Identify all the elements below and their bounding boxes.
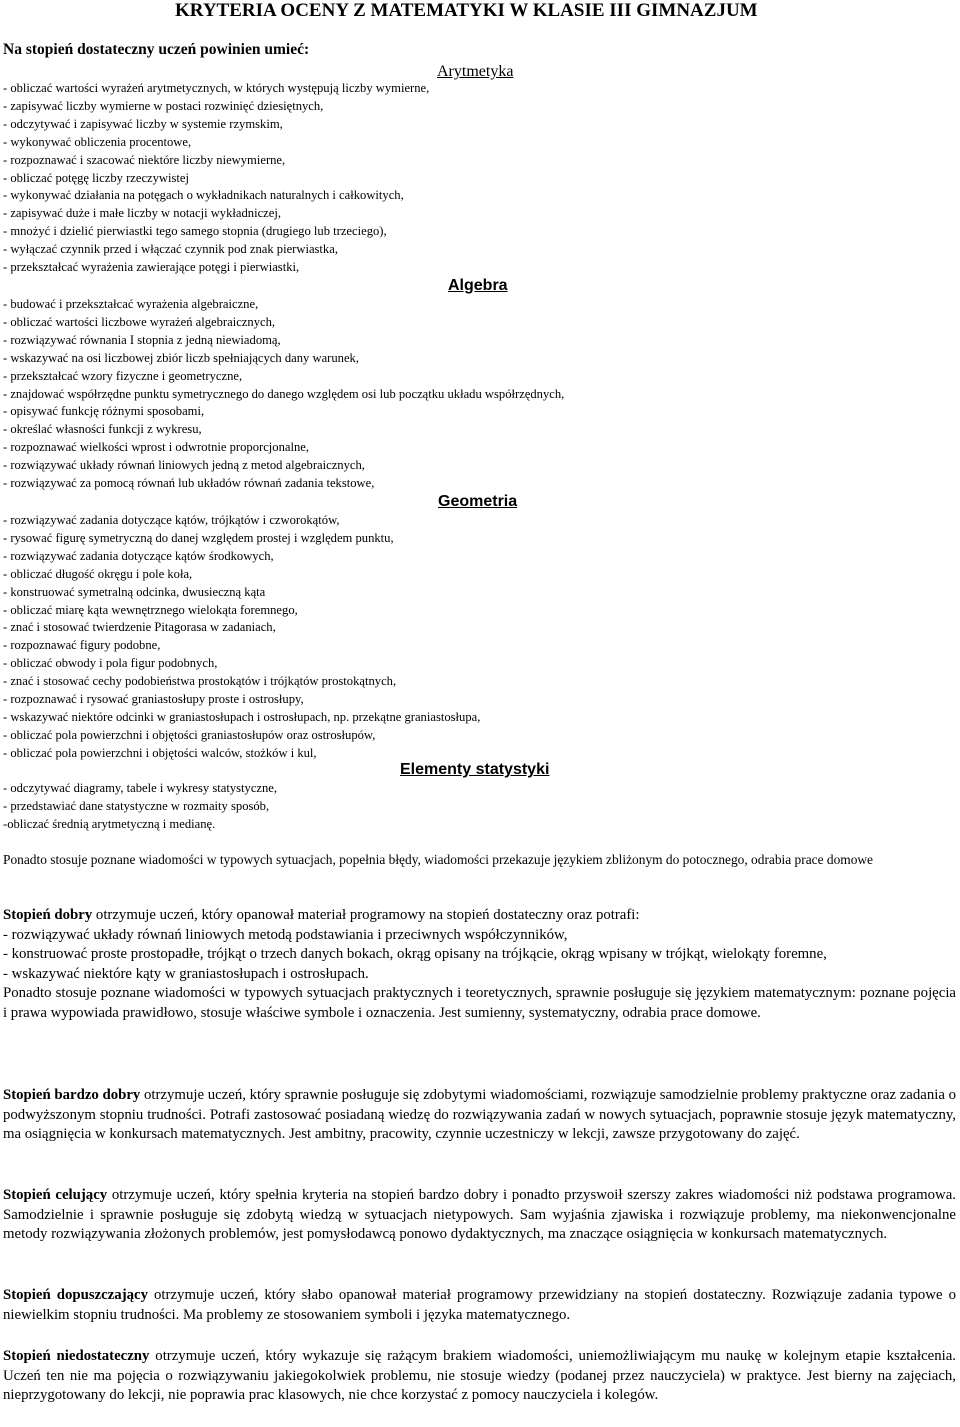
list-item: - rozpoznawać i szacować niektóre liczby niewymierne,: [3, 152, 286, 167]
list-item: - rozwiązywać równania I stopnia z jedną niewiadomą,: [3, 332, 281, 347]
list-item: - obliczać miarę kąta wewnętrznego wielokąta foremnego,: [3, 602, 298, 617]
document-title: KRYTERIA OCENY Z MATEMATYKI W KLASIE III GIMNAZJUM: [175, 0, 758, 21]
section-heading-statystyka: Elementy statystyki: [400, 761, 550, 778]
grade-block-dobry: [3, 906, 956, 1023]
list-item: - rysować figurę symetryczną do danej względem prostej i względem punktu,: [3, 530, 394, 545]
intro-heading: Na stopień dostateczny uczeń powinien umieć:: [3, 41, 310, 58]
grade-dobry-item: - wskazywać niektóre kąty w graniastosłupach i ostrosłupach.: [3, 965, 369, 982]
list-item: -obliczać średnią arytmetyczną i medianę.: [3, 816, 216, 831]
grade-dobry-lead: otrzymuje uczeń, który opanował materiał programowy na stopień dostateczny oraz potrafi:: [92, 907, 640, 923]
section-heading-geometria: Geometria: [438, 493, 518, 510]
grade-text-celujacy: otrzymuje uczeń, który spełnia kryteria na stopień bardzo dobry i ponadto przyswoił szerszy zakres wiadomości niż podstawa programowa. Samodzielnie i sprawnie posługuje się zdobytą wiedzą w sytuacjach nietypowych. Sam wyjaśnia zjawiska i rozwiązuje problemy, ma niekonwencjonalne metody rozwiązywania złożonych problemów, jest pomysłodawcą ponowo dydaktycznych, ma znaczące osiągnięcia w konkursach matematycznych.: [3, 1187, 956, 1242]
grade-label-celujacy: Stopień celujący: [3, 1187, 108, 1203]
grade-text-bardzo-dobry: otrzymuje uczeń, który sprawnie posługuje się zdobytymi wiadomościami, rozwiązuje samodzielnie problemy praktyczne oraz zadania o podwyższonym stopniu trudności. Potrafi zastosować posiadaną wiedzę do rozwiązywania zadań w nowych sytuacjach, poprawnie stosuje język matematyczny, ma osiągnięcia w konkursach matematycznych. Jest ambitny, pracowity, czynnie uczestniczy w lekcji, zawsze przygotowany do zajęć.: [3, 1087, 957, 1142]
list-item: - wskazywać niektóre odcinki w graniastosłupach i ostrosłupach, np. przekątne graniastosłupa,: [3, 709, 481, 724]
list-item: - rozpoznawać figury podobne,: [3, 638, 161, 653]
grade-label-dobry: Stopień dobry: [3, 907, 93, 923]
list-item: - opisywać funkcję różnymi sposobami,: [3, 404, 205, 419]
list-item: - wykonywać działania na potęgach o wykładnikach naturalnych i całkowitych,: [3, 188, 404, 203]
grade-label-bardzo-dobry: Stopień bardzo dobry: [3, 1087, 141, 1103]
list-item: - obliczać obwody i pola figur podobnych,: [3, 656, 218, 671]
list-item: - wyłączać czynnik przed i włączać czynnik pod znak pierwiastka,: [3, 242, 338, 257]
list-item: - wykonywać obliczenia procentowe,: [3, 134, 192, 149]
paragraph-ponadto-dostateczny: Ponadto stosuje poznane wiadomości w typowych sytuacjach, popełnia błędy, wiadomości przekazuje językiem zbliżonym do potocznego, odrabia prace domowe: [3, 852, 874, 867]
list-item: - odczytywać diagramy, tabele i wykresy statystyczne,: [3, 781, 278, 795]
grade-block-dopuszczajacy: [3, 1286, 956, 1325]
section-heading-arytmetyka: Arytmetyka: [437, 63, 514, 80]
list-item: - zapisywać duże i małe liczby w notacji wykładniczej,: [3, 206, 281, 221]
list-algebra: [3, 296, 953, 493]
grade-block-niedostateczny: [3, 1347, 956, 1406]
list-item: - zapisywać liczby wymierne w postaci rozwinięć dziesiętnych,: [3, 98, 324, 113]
list-item: - przedstawiać dane statystyczne w rozmaity sposób,: [3, 798, 270, 813]
list-item: - znajdować współrzędne punktu symetrycznego do danego względem osi lub początku układu współrzędnych,: [3, 386, 565, 401]
list-item: - rozwiązywać za pomocą równań lub układów równań zadania tekstowe,: [3, 476, 375, 491]
list-item: - znać i stosować cechy podobieństwa prostokątów i trójkątów prostokątnych,: [3, 674, 397, 689]
list-item: - określać własności funkcji z wykresu,: [3, 422, 202, 437]
grade-block-celujacy: [3, 1186, 956, 1245]
list-item: - budować i przekształcać wyrażenia algebraiczne,: [3, 297, 259, 311]
grade-dobry-item: - konstruować proste prostopadłe, trójkąt o trzech danych bokach, okrąg opisany na trójkącie, okrąg wpisany w trójkąt, wielokąty foremne,: [3, 946, 827, 962]
list-item: - znać i stosować twierdzenie Pitagorasa w zadaniach,: [3, 620, 276, 635]
list-item: - obliczać pola powierzchni i objętości walców, stożków i kul,: [3, 745, 317, 760]
list-item: - przekształcać wyrażenia zawierające potęgi i pierwiastki,: [3, 260, 300, 275]
list-item: - rozwiązywać zadania dotyczące kątów, trójkątów i czworokątów,: [3, 513, 340, 527]
list-item: - rozwiązywać zadania dotyczące kątów środkowych,: [3, 548, 274, 563]
list-item: - mnożyć i dzielić pierwiastki tego samego stopnia (drugiego lub trzeciego),: [3, 224, 387, 239]
grade-dobry-intro: [3, 906, 956, 926]
section-heading-algebra: Algebra: [448, 277, 508, 294]
grade-label-dopuszczajacy: Stopień dopuszczający: [3, 1287, 148, 1303]
list-item: - przekształcać wzory fizyczne i geometryczne,: [3, 368, 243, 383]
list-item: - rozpoznawać wielkości wprost i odwrotnie proporcjonalne,: [3, 440, 310, 455]
list-item: - konstruować symetralną odcinka, dwusieczną kąta: [3, 584, 266, 599]
list-geometria: [3, 512, 953, 763]
list-item: - obliczać potęgę liczby rzeczywistej: [3, 170, 190, 185]
grade-label-niedostateczny: Stopień niedostateczny: [3, 1348, 150, 1364]
grade-text-dopuszczajacy: otrzymuje uczeń, który słabo opanował materiał programowy przewidziany na stopień dostateczny. Rozwiązuje zadania typowe o niewielkim stopniu trudności. Ma problemy ze stosowaniem symboli i języka matematycznego.: [3, 1287, 956, 1323]
grade-text-niedostateczny: otrzymuje uczeń, który wykazuje się rażącym brakiem wiadomości, uniemożliwiającym mu naukę w kolejnym etapie kształcenia. Uczeń ten nie ma pojęcia o rozwiązywaniu jakiegokolwiek problemu, nie stosuje wiedzy (podanej przez nauczyciela) w praktyce. Jest bierny na zajęciach, nieprzygotowany do lekcji, nie poprawia prac klasowych, nie chce korzystać z pomocy nauczyciela i kolegów.: [3, 1348, 956, 1403]
list-item: - obliczać wartości wyrażeń arytmetycznych, w których występują liczby wymierne,: [3, 81, 430, 95]
grade-block-bardzo-dobry: [3, 1086, 956, 1145]
list-arytmetyka: [3, 80, 953, 277]
list-item: - obliczać długość okręgu i pole koła,: [3, 566, 193, 581]
list-item: - odczytywać i zapisywać liczby w systemie rzymskim,: [3, 116, 283, 131]
list-statystyka: [3, 780, 953, 834]
list-item: - rozwiązywać układy równań liniowych jedną z metod algebraicznych,: [3, 458, 365, 473]
list-item: - obliczać pola powierzchni i objętości graniastosłupów oraz ostrosłupów,: [3, 727, 376, 742]
grade-dobry-item: - rozwiązywać układy równań liniowych metodą podstawiania i przeciwnych współczynników,: [3, 926, 568, 943]
list-item: - obliczać wartości liczbowe wyrażeń algebraicznych,: [3, 314, 276, 329]
list-item: - rozpoznawać i rysować graniastosłupy proste i ostrosłupy,: [3, 692, 304, 707]
list-item: - wskazywać na osi liczbowej zbiór liczb spełniających dany warunek,: [3, 350, 359, 365]
grade-dobry-extra: Ponadto stosuje poznane wiadomości w typowych sytuacjach praktycznych i teoretycznych, sprawnie posługuje się językiem matematycznym: poznane pojęcia i prawa wypowiada prawidłowo, stosuje właściwe symbole i oznaczenia. Jest sumienny, systematyczny, odrabia prace domowe.: [3, 985, 956, 1021]
